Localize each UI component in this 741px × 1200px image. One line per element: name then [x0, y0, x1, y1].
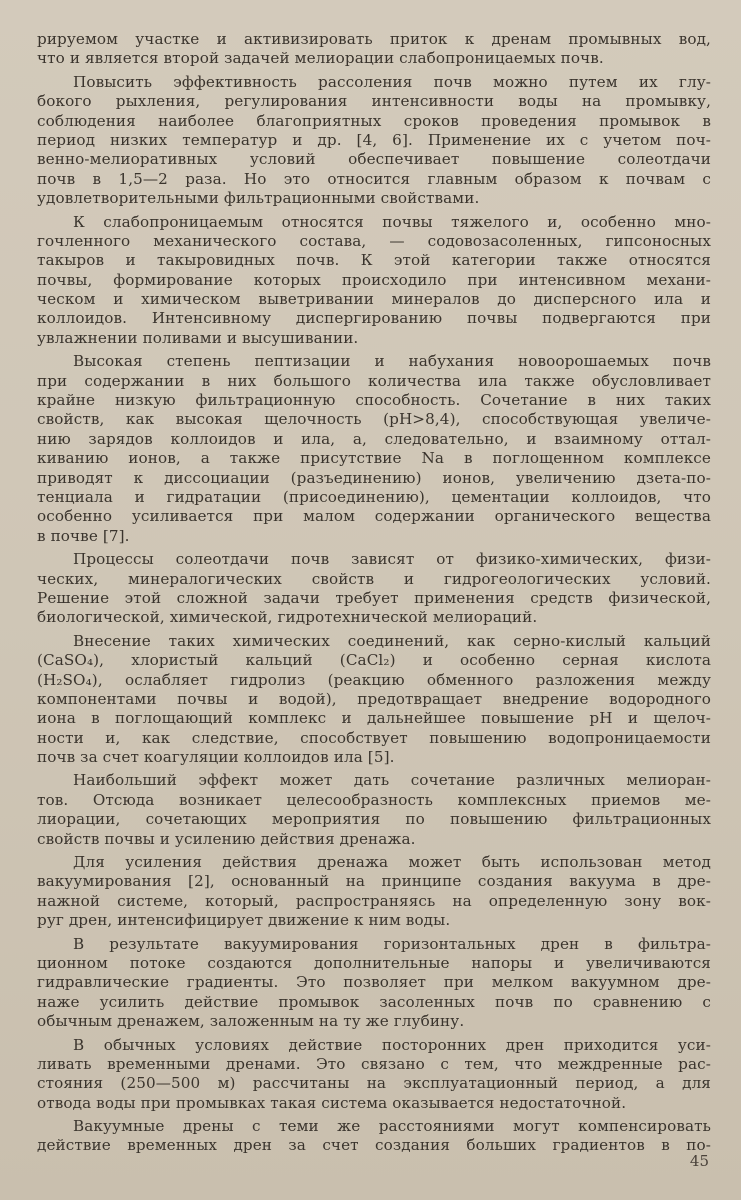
text-line: отвода воды при промывках такая система оказывается недостаточной. [37, 1093, 627, 1112]
paragraph [37, 550, 711, 628]
text-line: гочленного механического состава, — содовозасоленных, гипсоносных [37, 231, 711, 250]
text-line: В обычных условиях действие посторонних дрен приходится уси- [73, 1035, 711, 1054]
page-number: 45 [689, 1152, 709, 1170]
text-line: тов. Отсюда возникает целесообразность комплексных приемов ме- [37, 790, 711, 809]
text-line: Решение этой сложной задачи требует применения средств физической, [37, 588, 711, 607]
text-line: ливать временными дренами. Это связано с тем, что междренные рас- [37, 1054, 711, 1073]
text-line: почв за счет коагуляции коллоидов ила [5]. [37, 748, 395, 767]
paragraph [37, 30, 711, 69]
body-text [37, 30, 711, 1160]
text-line: ческих, минералогических свойств и гидрогеологических условий. [37, 569, 711, 588]
text-line: Высокая степень пептизации и набухания новоорошаемых почв [73, 352, 711, 371]
text-line: наже усилить действие промывок засоленных почв по сравнению с [37, 992, 711, 1011]
paragraph [37, 853, 711, 931]
text-line: свойств, как высокая щелочность (pH>8,4), способствующая увеличе- [37, 410, 711, 429]
text-line: почвы, формирование которых происходило при интенсивном механи- [37, 270, 711, 289]
text-line: К слабопроницаемым относятся почвы тяжелого и, особенно мно- [73, 212, 711, 231]
text-line: лиорации, сочетающих мероприятия по повышению фильтрационных [37, 810, 711, 829]
text-line: крайне низкую фильтрационную способность. Сочетание в них таких [37, 391, 711, 410]
text-line: рируемом участке и активизировать приток к дренам промывных вод, [37, 30, 711, 48]
text-line: венно-мелиоративных условий обеспечивает повышение солеотдачи [37, 150, 711, 169]
text-line: бокого рыхления, регулирования интенсивности воды на промывку, [37, 92, 711, 111]
text-line: ческом и химическом выветривании минералов до дисперсного ила и [37, 290, 711, 309]
text-line: нию зарядов коллоидов и ила, а, следовательно, и взаимному оттал- [37, 429, 711, 448]
paragraph [37, 1117, 711, 1156]
text-line: Наибольший эффект может дать сочетание различных мелиоран- [73, 771, 711, 790]
paragraph [37, 935, 711, 1032]
text-line: (CaSO₄), хлористый кальций (CaCl₂) и особенно серная кислота [37, 651, 711, 670]
paragraph [37, 771, 711, 849]
text-line: что и является второй задачей мелиорации слабопроницаемых почв. [37, 49, 604, 68]
text-line: стояния (250—500 м) рассчитаны на эксплуатационный период, а для [37, 1074, 711, 1093]
text-line: компонентами почвы и водой), предотвращает внедрение водородного [37, 689, 711, 708]
text-line: приводят к диссоциации (разъединению) ионов, увеличению дзета-по- [37, 468, 711, 487]
text-line: обычным дренажем, заложенным на ту же глубину. [37, 1012, 465, 1031]
text-line: иона в поглощающий комплекс и дальнейшее повышение pH и щелоч- [37, 709, 711, 728]
text-line: гидравлические градиенты. Это позволяет при мелком вакуумном дре- [37, 973, 711, 992]
paragraph [37, 213, 711, 349]
text-line: руг дрен, интенсифицирует движение к ним воды. [37, 911, 451, 930]
text-line: удовлетворительными фильтрационными свойствами. [37, 189, 480, 208]
text-line: почв в 1,5—2 раза. Но это относится главным образом к почвам с [37, 169, 711, 188]
paragraph [37, 352, 711, 546]
text-line: киванию ионов, а также присутствие Na в поглощенном комплексе [37, 449, 711, 468]
text-line: вакуумирования [2], основанный на принципе создания вакуума в дре- [37, 872, 711, 891]
text-line: период низких температур и др. [4, 6]. Применение их с учетом поч- [37, 130, 711, 149]
text-line: действие временных дрен за счет создания больших градиентов в по- [37, 1136, 711, 1155]
text-line: ности и, как следствие, способствует повышению водопроницаемости [37, 728, 711, 747]
text-line: Процессы солеотдачи почв зависят от физико-химических, физи- [73, 550, 711, 569]
text-line: при содержании в них большого количества ила также обусловливает [37, 371, 711, 390]
text-line: (H₂SO₄), ослабляет гидролиз (реакцию обменного разложения между [37, 670, 711, 689]
text-line: Вакуумные дрены с теми же расстояниями могут компенсировать [73, 1117, 711, 1136]
text-line: коллоидов. Интенсивному диспергированию почвы подвергаются при [37, 309, 711, 328]
text-line: Для усиления действия дренажа может быть использован метод [73, 853, 711, 872]
text-line: тенциала и гидратации (присоединению), цементации коллоидов, что [37, 487, 711, 506]
text-line: биологической, химической, гидротехнической мелиораций. [37, 608, 538, 627]
paragraph [37, 1036, 711, 1114]
text-line: увлажнении поливами и высушивании. [37, 328, 359, 347]
text-line: в почве [7]. [37, 526, 130, 545]
text-line: особенно усиливается при малом содержании органического вещества [37, 507, 711, 526]
text-line: Внесение таких химических соединений, как серно-кислый кальций [73, 631, 711, 650]
text-line: Повысить эффективность рассоления почв можно путем их глу- [73, 72, 711, 91]
paragraph [37, 632, 711, 768]
text-line: такыров и такыровидных почв. К этой категории также относятся [37, 251, 711, 270]
text-line: В результате вакуумирования горизонтальных дрен в фильтра- [73, 934, 711, 953]
paragraph [37, 73, 711, 209]
text-line: свойств почвы и усилению действия дренажа. [37, 829, 416, 848]
text-line: ционном потоке создаются дополнительные напоры и увеличиваются [37, 953, 711, 972]
text-line: соблюдения наиболее благоприятных сроков проведения промывок в [37, 111, 711, 130]
text-line: нажной системе, который, распространяясь на определенную зону вок- [37, 891, 711, 910]
